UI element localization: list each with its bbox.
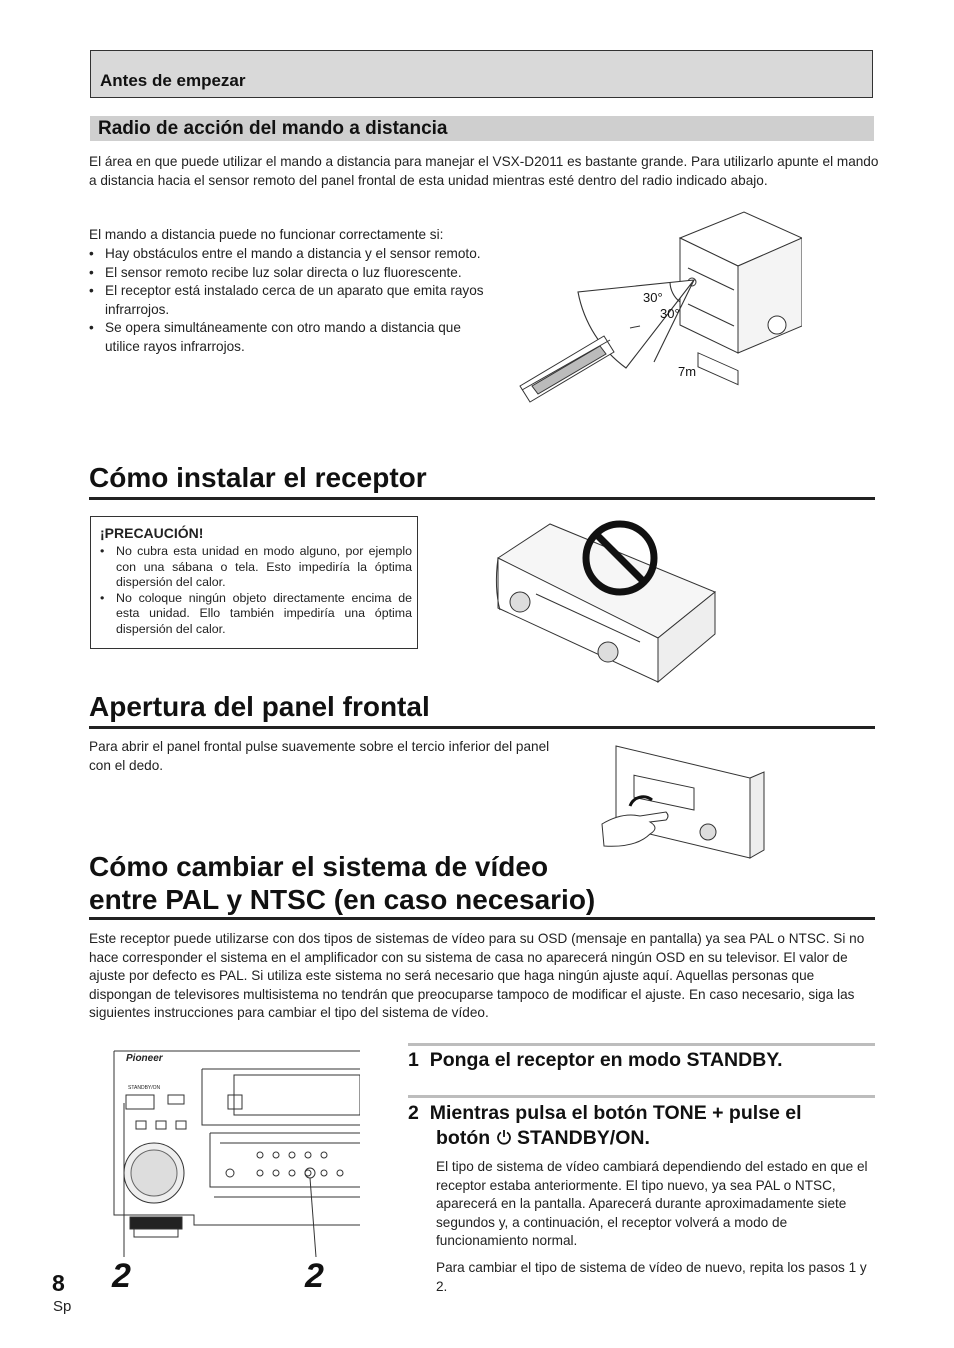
- panel-button[interactable]: [136, 1121, 146, 1129]
- step2-line2b: STANDBY/ON.: [516, 1127, 650, 1149]
- covered-receiver-illustration: [490, 518, 720, 683]
- panel-button[interactable]: [273, 1170, 279, 1176]
- remote-range-diagram: [512, 208, 802, 408]
- distance-label: 7m: [678, 364, 697, 379]
- brand-logo: Pioneer: [126, 1053, 163, 1064]
- panel-button[interactable]: [289, 1152, 295, 1158]
- video-system-title: [89, 850, 869, 916]
- list-item: • Hay obstáculos entre el mando a distancia y el sensor remoto.: [89, 245, 497, 264]
- panel-button[interactable]: [176, 1121, 186, 1129]
- step1-rule: [408, 1043, 875, 1046]
- section-header: [90, 50, 873, 98]
- front-panel-title-rule: [89, 726, 875, 729]
- panel-button[interactable]: [257, 1170, 263, 1176]
- install-title: Cómo instalar el receptor: [89, 462, 427, 493]
- open-front-panel-illustration: [600, 742, 766, 860]
- step1: [408, 1048, 878, 1073]
- tone-button-panel[interactable]: [168, 1095, 184, 1104]
- video-system-title-rule: [89, 917, 875, 920]
- list-item: • Se opera simultáneamente con otro mando a distancia que utilice rayos infrarrojos.: [89, 319, 497, 356]
- install-title-rule: [89, 497, 875, 500]
- remote-range-title: Radio de acción del mando a distancia: [98, 118, 448, 139]
- remote-range-intro: El área en que puede utilizar el mando a distancia para manejar el VSX-D2011 es bastante grande. Para utilizarlo apunte el mando a distancia hacia el sensor remoto del panel frontal de esta unidad mientras esté dentro del radio indicado abajo.: [89, 154, 879, 188]
- callout-left: 2: [112, 1257, 131, 1295]
- remote-range-bullets: [89, 245, 497, 356]
- panel-button[interactable]: [321, 1152, 327, 1158]
- step2-line2a: botón: [436, 1127, 491, 1149]
- list-item: • El sensor remoto recibe luz solar directa o luz fluorescente.: [89, 264, 497, 283]
- step2-para1: El tipo de sistema de vídeo cambiará dependiendo del estado en que el receptor estaba anteriormente. El tipo nuevo, ya sea PAL o NTSC, aparecerá en la pantalla. Aparecerá durante aproximadamente siete segundos y, a continuación, el receptor volverá a modo de funcionamiento normal.: [436, 1159, 868, 1248]
- receiver-illustration: [680, 212, 802, 385]
- standby-label: STANDBY/ON: [128, 1085, 161, 1091]
- panel-button[interactable]: [321, 1170, 327, 1176]
- step2-rule: [408, 1095, 875, 1098]
- panel-button[interactable]: [226, 1169, 234, 1177]
- panel-button[interactable]: [337, 1170, 343, 1176]
- caution-list: [100, 544, 412, 638]
- step2-para2: Para cambiar el tipo de sistema de vídeo de nuevo, repita los pasos 1 y 2.: [436, 1260, 867, 1294]
- step2: [408, 1101, 878, 1151]
- video-system-intro: Este receptor puede utilizarse con dos tipos de sistemas de vídeo para su OSD (mensaje en pantalla) ya sea PAL o NTSC. Si no hace corresponder el sistema en el amplificador con su sistema de casa no aparecerá ningún OSD en su televisor. El valor de ajuste por defecto es PAL. Si utiliza este sistema no será necesario que haga ningún ajuste aquí. Aquellas personas que dispongan de televisores multisistema no tendrán que preocuparse tampoco de modificar el ajuste. En caso necesario, siga las siguientes instrucciones para cambiar el tipo del sistema de vídeo.: [89, 931, 865, 1020]
- callout-line-right: [310, 1178, 316, 1257]
- panel-button[interactable]: [273, 1152, 279, 1158]
- list-item: • El receptor está instalado cerca de un aparato que emita rayos infrarrojos.: [89, 282, 497, 319]
- knob-inner: [131, 1150, 177, 1196]
- video-system-title-line2: entre PAL y NTSC (en caso necesario): [89, 884, 596, 915]
- callout-right: 2: [305, 1257, 324, 1295]
- step2-number: 2: [408, 1102, 419, 1124]
- step1-text: Ponga el receptor en modo STANDBY.: [429, 1049, 783, 1071]
- step2-line1: Mientras pulsa el botón TONE + pulse el: [429, 1102, 802, 1124]
- video-system-title-line1: Cómo cambiar el sistema de vídeo: [89, 851, 549, 882]
- list-item: • No cubra esta unidad en modo alguno, por ejemplo con una sábana o tela. Esto impediría la óptima dispersión del calor.: [100, 544, 412, 591]
- receiver-front-panel-illustration: [110, 1047, 360, 1263]
- remote-range-heading: [90, 116, 874, 141]
- standby-on-button[interactable]: [126, 1095, 154, 1109]
- page-number: 8: [52, 1270, 65, 1296]
- caution-box: [90, 516, 418, 649]
- list-item: • No coloque ningún objeto directamente encima de esta unidad. Ello también impediría una óptima dispersión del calor.: [100, 591, 412, 638]
- power-icon: [496, 1129, 512, 1145]
- front-panel-title: Apertura del panel frontal: [89, 691, 430, 722]
- panel-button[interactable]: [289, 1170, 295, 1176]
- remote-range-lead: El mando a distancia puede no funcionar correctamente si:: [89, 227, 444, 242]
- front-panel-text: Para abrir el panel frontal pulse suavemente sobre el tercio inferior del panel con el dedo.: [89, 739, 550, 773]
- panel-button[interactable]: [257, 1152, 263, 1158]
- remote-control-illustration: [520, 336, 614, 402]
- step1-number: 1: [408, 1049, 419, 1071]
- caution-title: ¡PRECAUCIÓN!: [100, 525, 204, 541]
- panel-button[interactable]: [156, 1121, 166, 1129]
- angle-lower-label: 30°: [660, 306, 680, 321]
- section-title: Antes de empezar: [100, 71, 246, 90]
- panel-button[interactable]: [305, 1152, 311, 1158]
- angle-upper-label: 30°: [643, 290, 663, 305]
- language-code: Sp: [53, 1298, 72, 1315]
